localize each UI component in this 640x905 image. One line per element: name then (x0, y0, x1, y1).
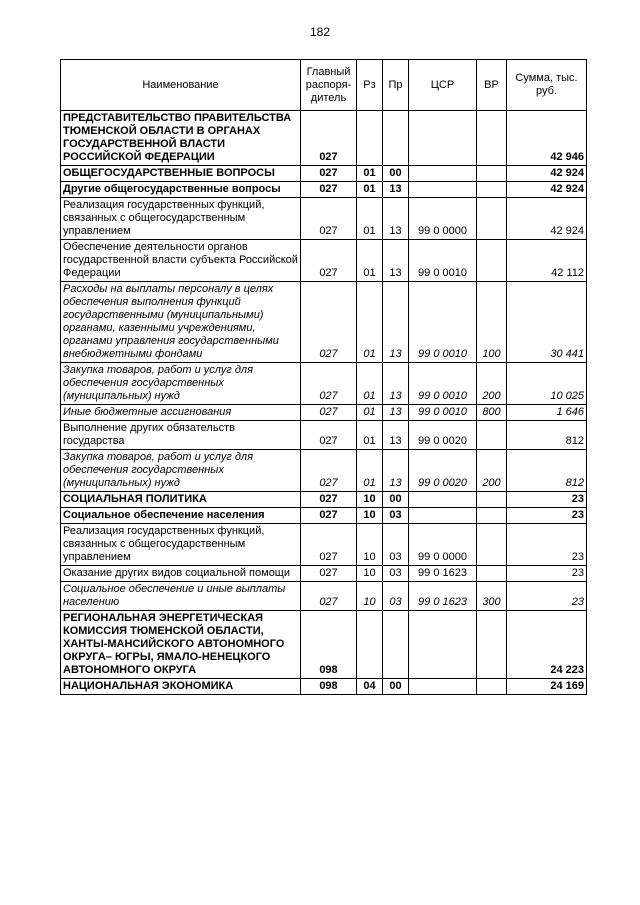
cell-name: Обеспечение деятельности органов государственной власти субъекта Российской Федерации (61, 240, 301, 282)
cell-pr: 13 (383, 182, 409, 198)
table-row (61, 524, 587, 566)
cell-rz: 10 (357, 566, 383, 582)
header-main-manager: Главный распоря-дитель (301, 60, 357, 111)
cell-pr (383, 611, 409, 679)
cell-name: Выполнение других обязательств государства (61, 421, 301, 450)
cell-gr: 027 (301, 111, 357, 166)
header-csr: ЦСР (409, 60, 477, 111)
cell-gr: 027 (301, 421, 357, 450)
cell-name: СОЦИАЛЬНАЯ ПОЛИТИКА (61, 492, 301, 508)
cell-rz: 01 (357, 282, 383, 363)
cell-gr: 027 (301, 524, 357, 566)
table-row (61, 492, 587, 508)
cell-csr: 99 0 1623 (409, 566, 477, 582)
table-row (61, 405, 587, 421)
header-rz: Рз (357, 60, 383, 111)
cell-rz: 01 (357, 182, 383, 198)
cell-csr: 99 0 0000 (409, 198, 477, 240)
cell-vr (477, 166, 507, 182)
cell-name: Реализация государственных функций, связанных с общегосударственным управлением (61, 198, 301, 240)
cell-sum: 23 (507, 566, 587, 582)
cell-csr (409, 182, 477, 198)
cell-vr (477, 198, 507, 240)
cell-csr: 99 0 0010 (409, 282, 477, 363)
cell-rz: 01 (357, 240, 383, 282)
cell-vr (477, 182, 507, 198)
cell-gr: 027 (301, 198, 357, 240)
table-row (61, 240, 587, 282)
cell-sum: 42 924 (507, 182, 587, 198)
cell-rz: 01 (357, 450, 383, 492)
cell-sum: 42 924 (507, 198, 587, 240)
cell-rz: 01 (357, 198, 383, 240)
cell-csr: 99 0 0010 (409, 363, 477, 405)
table-row (61, 111, 587, 166)
table-row (61, 421, 587, 450)
cell-sum: 23 (507, 492, 587, 508)
cell-gr: 098 (301, 679, 357, 695)
header-row (61, 60, 587, 111)
cell-csr (409, 611, 477, 679)
cell-sum: 30 441 (507, 282, 587, 363)
cell-rz: 10 (357, 524, 383, 566)
cell-vr (477, 566, 507, 582)
cell-csr: 99 0 0000 (409, 524, 477, 566)
cell-sum: 42 946 (507, 111, 587, 166)
cell-pr: 13 (383, 421, 409, 450)
cell-name: Иные бюджетные ассигнования (61, 405, 301, 421)
cell-csr: 99 0 0020 (409, 450, 477, 492)
table-row (61, 566, 587, 582)
cell-gr: 027 (301, 282, 357, 363)
cell-sum: 1 646 (507, 405, 587, 421)
header-pr: Пр (383, 60, 409, 111)
cell-vr (477, 421, 507, 450)
cell-sum: 42 112 (507, 240, 587, 282)
cell-csr (409, 111, 477, 166)
cell-vr (477, 492, 507, 508)
cell-pr: 03 (383, 508, 409, 524)
cell-gr: 027 (301, 182, 357, 198)
table-row (61, 508, 587, 524)
table-row (61, 166, 587, 182)
cell-sum: 42 924 (507, 166, 587, 182)
cell-csr: 99 0 1623 (409, 582, 477, 611)
cell-rz: 10 (357, 582, 383, 611)
cell-gr: 027 (301, 582, 357, 611)
cell-sum: 812 (507, 421, 587, 450)
table-row (61, 582, 587, 611)
cell-name: Реализация государственных функций, связанных с общегосударственным управлением (61, 524, 301, 566)
table-row (61, 363, 587, 405)
cell-name: Социальное обеспечение и иные выплаты населению (61, 582, 301, 611)
cell-vr: 800 (477, 405, 507, 421)
cell-pr: 03 (383, 582, 409, 611)
cell-name: Оказание других видов социальной помощи (61, 566, 301, 582)
cell-csr (409, 166, 477, 182)
budget-table (60, 59, 587, 695)
cell-vr: 300 (477, 582, 507, 611)
cell-pr: 13 (383, 198, 409, 240)
cell-rz (357, 611, 383, 679)
cell-csr: 99 0 0020 (409, 421, 477, 450)
table-row (61, 450, 587, 492)
header-name: Наименование (61, 60, 301, 111)
cell-pr (383, 111, 409, 166)
cell-csr: 99 0 0010 (409, 405, 477, 421)
table-row (61, 282, 587, 363)
cell-name: Закупка товаров, работ и услуг для обеспечения государственных (муниципальных) нужд (61, 450, 301, 492)
cell-pr: 13 (383, 450, 409, 492)
cell-sum: 24 169 (507, 679, 587, 695)
cell-sum: 23 (507, 524, 587, 566)
cell-rz: 01 (357, 405, 383, 421)
cell-pr: 00 (383, 166, 409, 182)
cell-csr (409, 679, 477, 695)
cell-vr (477, 611, 507, 679)
cell-gr: 027 (301, 450, 357, 492)
cell-csr (409, 508, 477, 524)
table-row (61, 611, 587, 679)
cell-rz: 04 (357, 679, 383, 695)
cell-rz: 10 (357, 492, 383, 508)
cell-vr (477, 508, 507, 524)
page-number: 182 (309, 25, 331, 39)
cell-name: Расходы на выплаты персоналу в целях обеспечения выполнения функций государственными (муниципальными) органами, казенными учреждениями, органами управления государственными внебюджетными фондами (61, 282, 301, 363)
table-row (61, 182, 587, 198)
cell-sum: 24 223 (507, 611, 587, 679)
cell-gr: 027 (301, 166, 357, 182)
header-vr: ВР (477, 60, 507, 111)
cell-pr: 00 (383, 492, 409, 508)
cell-gr: 027 (301, 363, 357, 405)
cell-csr: 99 0 0010 (409, 240, 477, 282)
cell-gr: 027 (301, 492, 357, 508)
cell-vr: 200 (477, 363, 507, 405)
cell-csr (409, 492, 477, 508)
cell-rz: 01 (357, 166, 383, 182)
cell-rz: 01 (357, 421, 383, 450)
cell-vr (477, 240, 507, 282)
cell-gr: 027 (301, 566, 357, 582)
cell-name: Другие общегосударственные вопросы (61, 182, 301, 198)
cell-gr: 098 (301, 611, 357, 679)
cell-pr: 13 (383, 405, 409, 421)
cell-vr (477, 679, 507, 695)
cell-pr: 13 (383, 282, 409, 363)
header-sum: Сумма, тыс. руб. (507, 60, 587, 111)
cell-pr: 03 (383, 566, 409, 582)
cell-sum: 23 (507, 582, 587, 611)
cell-name: Закупка товаров, работ и услуг для обеспечения государственных (муниципальных) нужд (61, 363, 301, 405)
cell-name: РЕГИОНАЛЬНАЯ ЭНЕРГЕТИЧЕСКАЯ КОМИССИЯ ТЮМЕНСКОЙ ОБЛАСТИ, ХАНТЫ-МАНСИЙСКОГО АВТОНОМНОГО ОКРУГА– ЮГРЫ, ЯМАЛО-НЕНЕЦКОГО АВТОНОМНОГО ОКРУГА (61, 611, 301, 679)
cell-vr (477, 524, 507, 566)
cell-name: ПРЕДСТАВИТЕЛЬСТВО ПРАВИТЕЛЬСТВА ТЮМЕНСКОЙ ОБЛАСТИ В ОРГАНАХ ГОСУДАРСТВЕННОЙ ВЛАСТИ РОССИЙСКОЙ ФЕДЕРАЦИИ (61, 111, 301, 166)
cell-name: Социальное обеспечение населения (61, 508, 301, 524)
cell-name: НАЦИОНАЛЬНАЯ ЭКОНОМИКА (61, 679, 301, 695)
cell-gr: 027 (301, 240, 357, 282)
cell-rz: 01 (357, 363, 383, 405)
cell-gr: 027 (301, 508, 357, 524)
cell-vr (477, 111, 507, 166)
cell-rz (357, 111, 383, 166)
cell-sum: 10 025 (507, 363, 587, 405)
cell-gr: 027 (301, 405, 357, 421)
cell-sum: 23 (507, 508, 587, 524)
cell-pr: 13 (383, 240, 409, 282)
cell-pr: 03 (383, 524, 409, 566)
cell-vr: 200 (477, 450, 507, 492)
cell-name: ОБЩЕГОСУДАРСТВЕННЫЕ ВОПРОСЫ (61, 166, 301, 182)
cell-rz: 10 (357, 508, 383, 524)
cell-pr: 00 (383, 679, 409, 695)
cell-vr: 100 (477, 282, 507, 363)
table-row (61, 679, 587, 695)
cell-pr: 13 (383, 363, 409, 405)
table-row (61, 198, 587, 240)
cell-sum: 812 (507, 450, 587, 492)
